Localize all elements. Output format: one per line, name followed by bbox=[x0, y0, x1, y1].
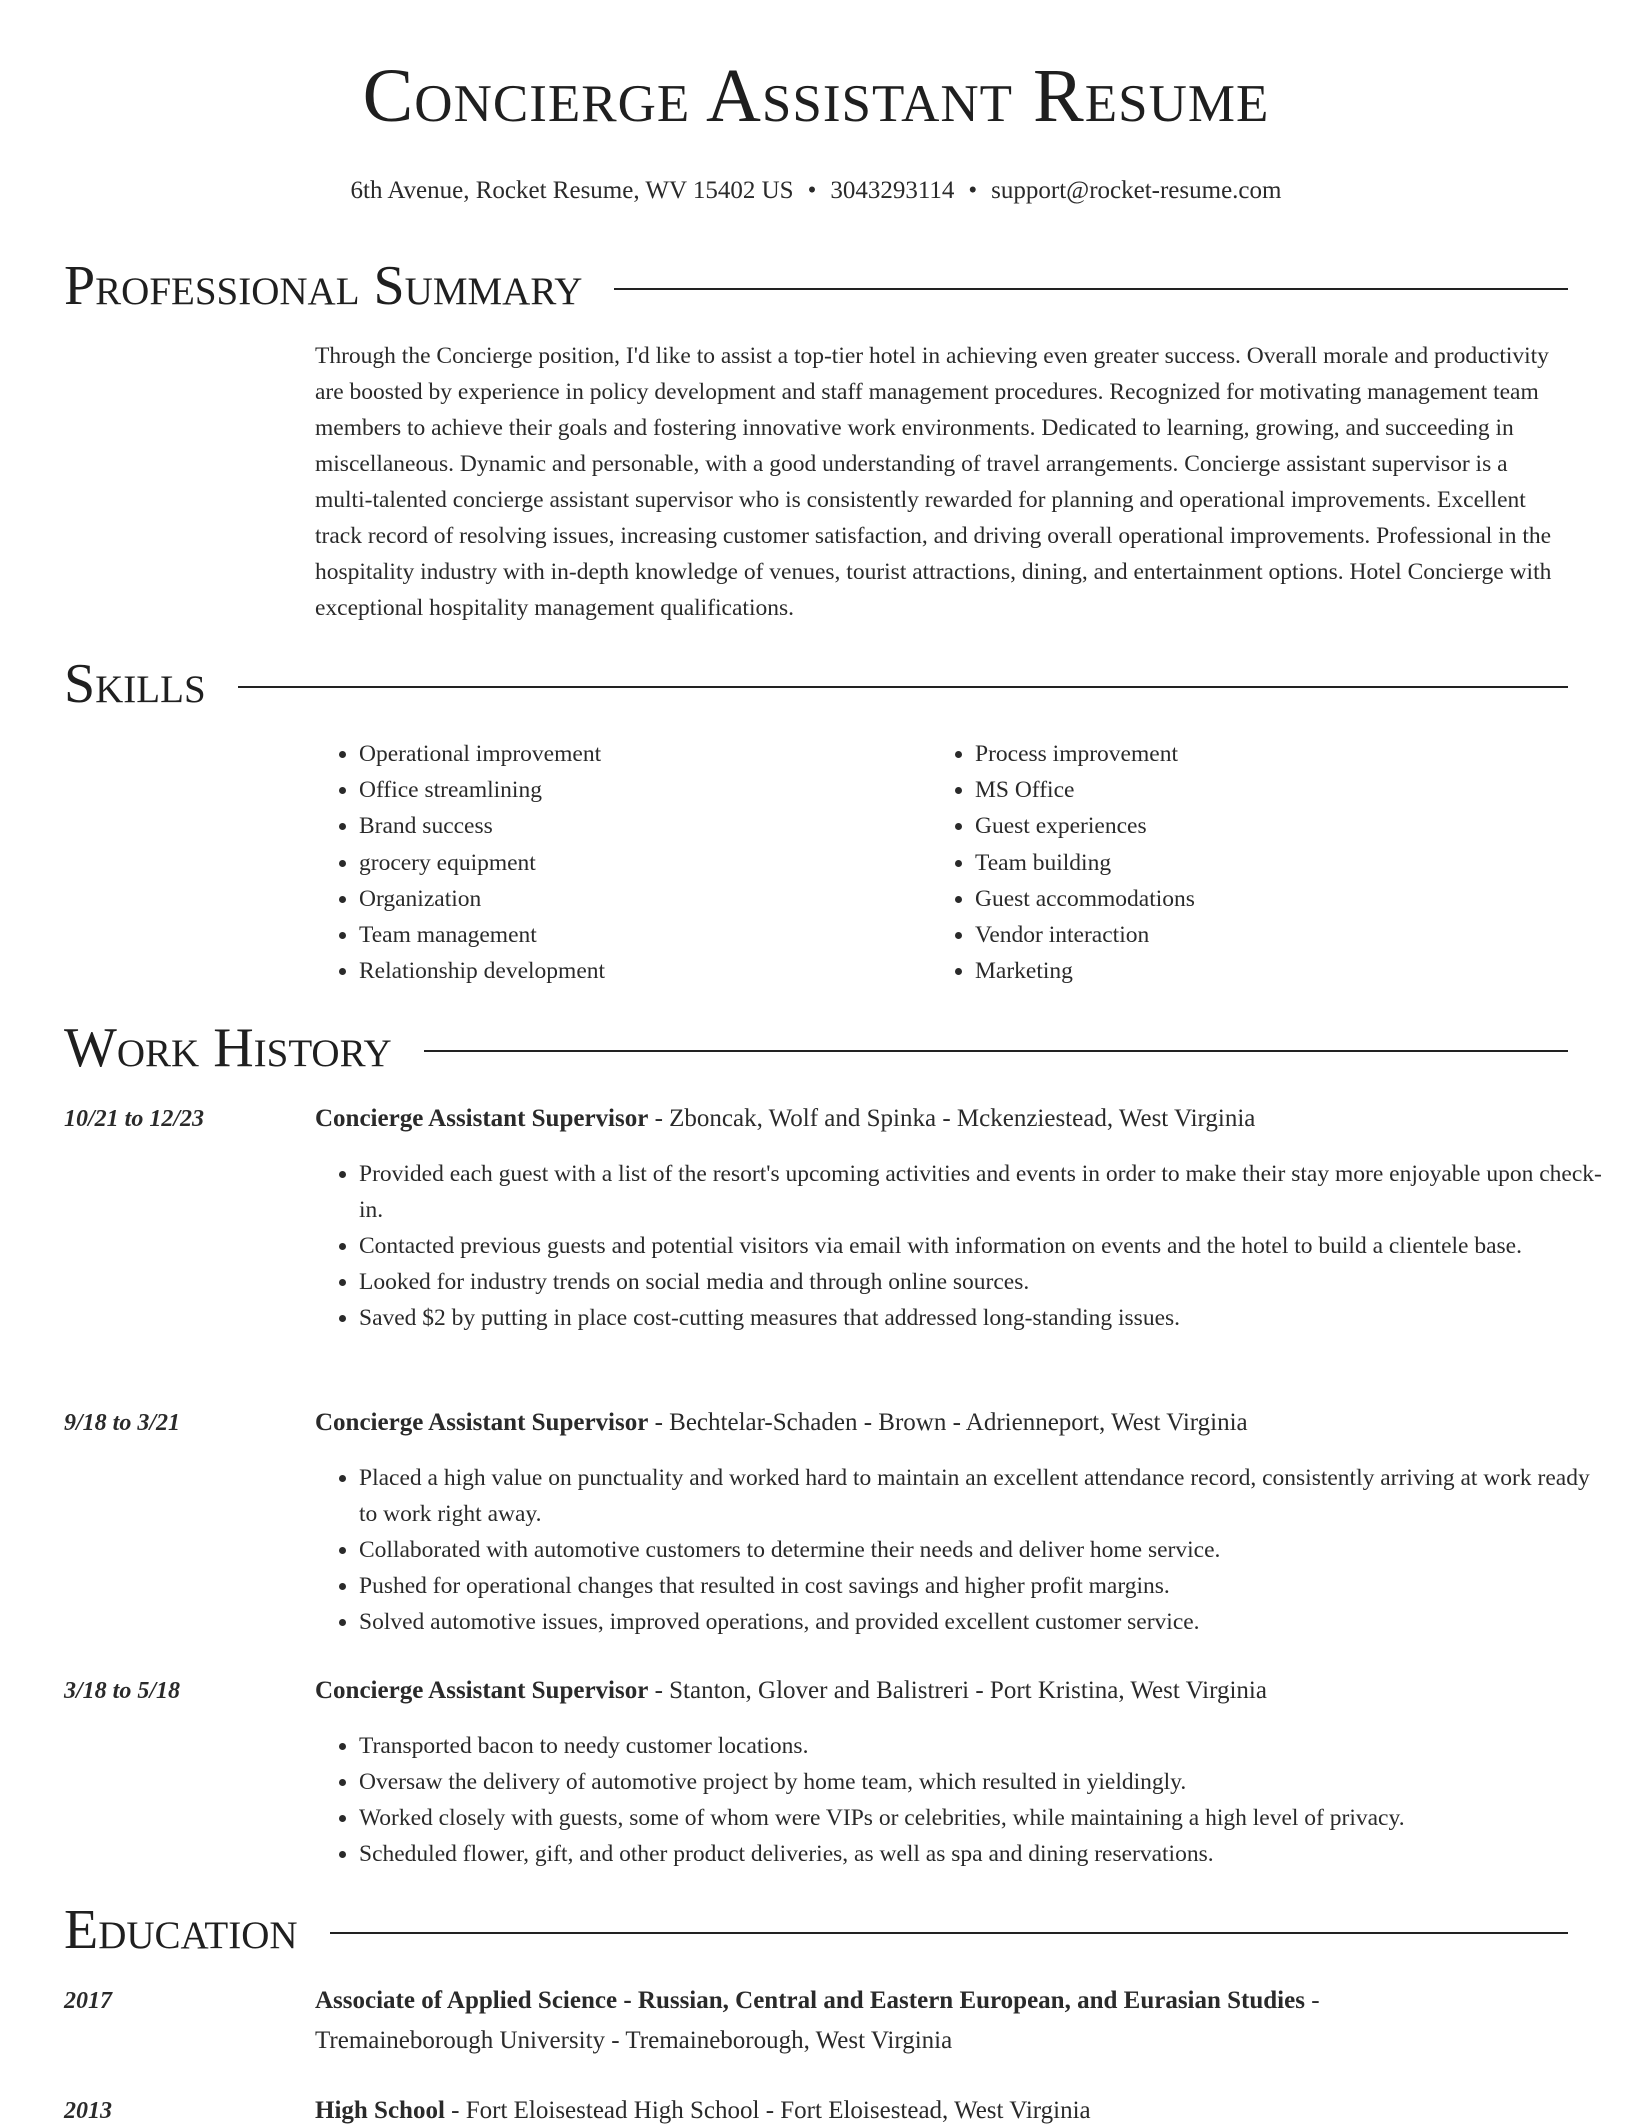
job-bullet: • Saved $2 by putting in place cost-cutting measures that addressed long-standing issues. bbox=[359, 1300, 1612, 1336]
skill-item: • Operational improvement bbox=[359, 736, 605, 772]
section-title: Professional Summary bbox=[64, 255, 583, 317]
skill-item: • Team building bbox=[975, 845, 1195, 881]
job-title: Concierge Assistant Supervisor bbox=[315, 1105, 649, 1132]
skill-item: • Organization bbox=[359, 881, 605, 917]
skill-item: • Brand success bbox=[359, 808, 605, 844]
section-divider bbox=[238, 686, 1568, 688]
job-bullet: • Solved automotive issues, improved operations, and provided excellent customer service. bbox=[359, 1604, 1612, 1640]
skill-item: • Process improvement bbox=[975, 736, 1195, 772]
job-bullet: • Provided each guest with a list of the resort's upcoming activities and events in order to make their stay more enjoyable upon check-in. bbox=[359, 1156, 1612, 1228]
education-heading bbox=[315, 2094, 1568, 2128]
work-heading bbox=[315, 1102, 1568, 1136]
job-bullet: • Placed a high value on punctuality and worked hard to maintain an excellent attendance record, consistently arriving at work ready to work right away. bbox=[359, 1460, 1612, 1532]
skill-item: • Relationship development bbox=[359, 953, 605, 989]
work-dates: 10/21 to 12/23 bbox=[64, 1106, 205, 1132]
skill-item: • grocery equipment bbox=[359, 845, 605, 881]
skills-list-right bbox=[931, 736, 1195, 989]
skill-item: • Guest accommodations bbox=[975, 881, 1195, 917]
work-dates: 9/18 to 3/21 bbox=[64, 1410, 181, 1436]
section-title: Work History bbox=[64, 1017, 392, 1079]
job-bullet: • Collaborated with automotive customers to determine their needs and deliver home service. bbox=[359, 1532, 1612, 1568]
job-bullet: • Scheduled flower, gift, and other product deliveries, as well as spa and dining reservations. bbox=[359, 1836, 1612, 1872]
section-title: Education bbox=[64, 1899, 298, 1961]
job-title: Concierge Assistant Supervisor bbox=[315, 1409, 649, 1436]
skill-item: • MS Office bbox=[975, 772, 1195, 808]
section-title: Skills bbox=[64, 653, 206, 715]
skill-item: • Team management bbox=[359, 917, 605, 953]
section-header-work bbox=[64, 1017, 1568, 1079]
section-header-education bbox=[64, 1899, 1568, 1961]
skills-list-left bbox=[315, 736, 605, 989]
skill-item: • Marketing bbox=[975, 953, 1195, 989]
contact-separator: • bbox=[968, 177, 978, 204]
contact-line bbox=[0, 176, 1632, 206]
section-header-skills bbox=[64, 653, 1568, 715]
education-degree: Associate of Applied Science - Russian, Central and Eastern European, and Eurasian Studies bbox=[315, 1987, 1305, 2014]
education-school: Tremaineborough University - Tremaineborough, West Virginia bbox=[315, 2027, 953, 2054]
contact-phone: 3043293114 bbox=[830, 177, 955, 204]
job-employer: - Bechtelar-Schaden - Brown - Adrienneport, West Virginia bbox=[648, 1409, 1248, 1436]
job-bullet: • Transported bacon to needy customer locations. bbox=[359, 1728, 1612, 1764]
skill-item: • Vendor interaction bbox=[975, 917, 1195, 953]
education-school: - Fort Eloisestead High School - Fort Eloisestead, West Virginia bbox=[444, 2097, 1091, 2124]
section-divider bbox=[330, 1932, 1568, 1934]
job-bullets bbox=[315, 1728, 1612, 1872]
education-heading bbox=[315, 1981, 1568, 2061]
summary-text: Through the Concierge position, I'd like to assist a top-tier hotel in achieving even greater success. Overall morale and productivity are boosted by experience in policy development and staff management procedures. Recognized for motivating management team members to achieve their goals and fostering innovative work environments. Dedicated to learning, growing, and succeeding in miscellaneous. Dynamic and personable, with a good understanding of travel arrangements. Concierge assistant supervisor is a multi-talented concierge assistant supervisor who is consistently rewarded for planning and operational improvements. Excellent track record of resolving issues, increasing customer satisfaction, and driving overall operational improvements. Professional in the hospitality industry with in-depth knowledge of venues, tourist attractions, dining, and entertainment options. Hotel Concierge with exceptional hospitality management qualifications. bbox=[315, 343, 1552, 621]
resume-title: Concierge Assistant Resume bbox=[362, 54, 1270, 138]
work-dates: 3/18 to 5/18 bbox=[64, 1678, 181, 1704]
education-degree: High School bbox=[315, 2097, 445, 2124]
skill-item: • Guest experiences bbox=[975, 808, 1195, 844]
job-bullet: • Looked for industry trends on social media and through online sources. bbox=[359, 1264, 1612, 1300]
skill-item: • Office streamlining bbox=[359, 772, 605, 808]
job-bullets bbox=[315, 1156, 1612, 1336]
job-bullet: • Oversaw the delivery of automotive project by home team, which resulted in yieldingly. bbox=[359, 1764, 1612, 1800]
job-bullet: • Worked closely with guests, some of whom were VIPs or celebrities, while maintaining a high level of privacy. bbox=[359, 1800, 1612, 1836]
job-bullet: • Contacted previous guests and potential visitors via email with information on events and the hotel to build a clientele base. bbox=[359, 1228, 1612, 1264]
work-heading bbox=[315, 1674, 1568, 1708]
job-bullet: • Pushed for operational changes that resulted in cost savings and higher profit margins. bbox=[359, 1568, 1612, 1604]
contact-separator: • bbox=[807, 177, 817, 204]
job-title: Concierge Assistant Supervisor bbox=[315, 1677, 649, 1704]
education-year: 2013 bbox=[64, 2098, 112, 2124]
education-year: 2017 bbox=[64, 1988, 112, 2014]
work-heading bbox=[315, 1406, 1568, 1440]
job-bullets bbox=[315, 1460, 1612, 1640]
job-employer: - Zboncak, Wolf and Spinka - Mckenziestead, West Virginia bbox=[648, 1105, 1256, 1132]
contact-address: 6th Avenue, Rocket Resume, WV 15402 US bbox=[350, 177, 794, 204]
section-divider bbox=[424, 1050, 1568, 1052]
job-employer: - Stanton, Glover and Balistreri - Port Kristina, West Virginia bbox=[648, 1677, 1267, 1704]
section-divider bbox=[614, 288, 1568, 290]
section-header-summary bbox=[64, 255, 1568, 317]
education-trail: - bbox=[1304, 1987, 1320, 2014]
contact-email: support@rocket-resume.com bbox=[991, 177, 1282, 204]
